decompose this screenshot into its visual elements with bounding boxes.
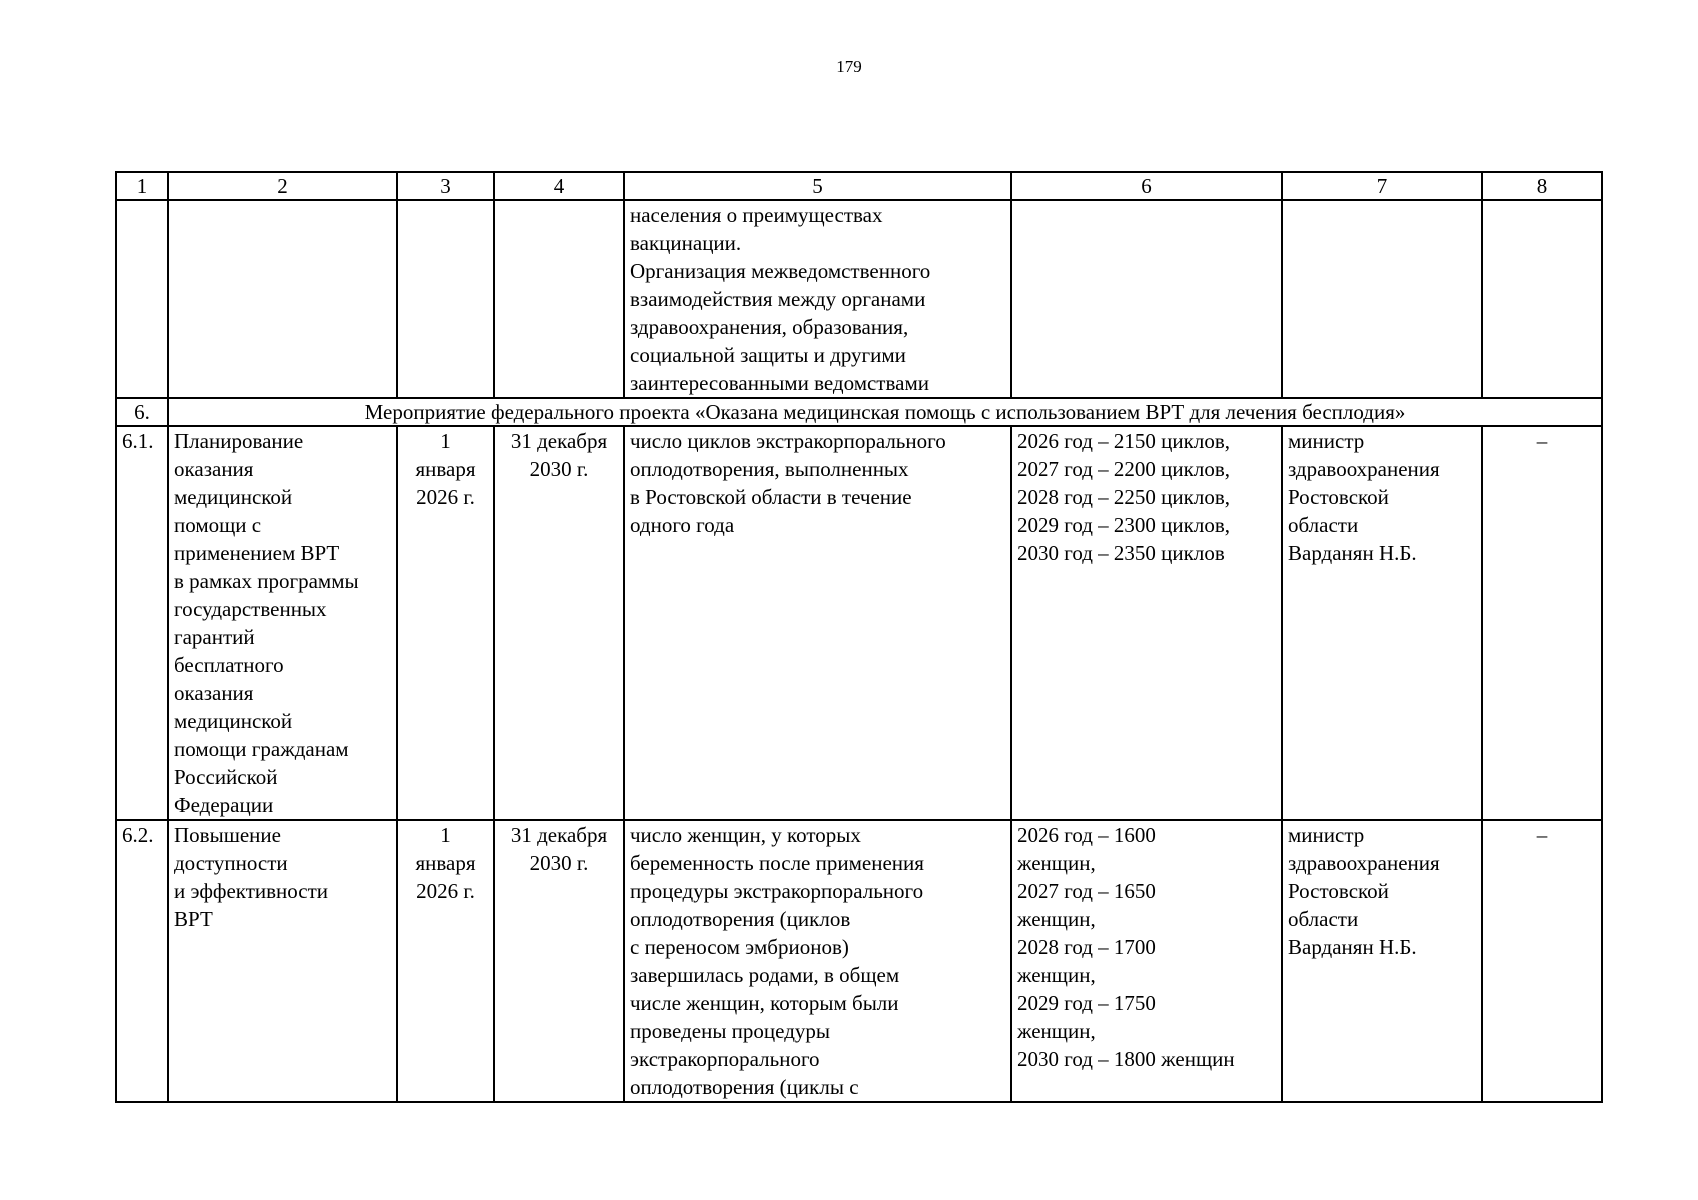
start-date: 1 января 2026 г. <box>397 426 494 820</box>
indicator-text: число циклов экстракорпорального оплодотворения, выполненных в Ростовской области в течение одного года <box>624 426 1011 820</box>
measures-table <box>115 171 1603 1103</box>
indicator-values: 2026 год – 2150 циклов, 2027 год – 2200 циклов, 2028 год – 2250 циклов, 2029 год – 2300 циклов, 2030 год – 2350 циклов <box>1011 426 1282 820</box>
end-date: 31 декабря 2030 г. <box>494 820 624 1102</box>
indicator-values: 2026 год – 1600 женщин, 2027 год – 1650 женщин, 2028 год – 1700 женщин, 2029 год – 1750 женщин, 2030 год – 1800 женщин <box>1011 820 1282 1102</box>
table-header-row <box>116 172 1602 200</box>
column-8-value: – <box>1482 820 1602 1102</box>
continuation-cell-1 <box>116 200 168 398</box>
continuation-cell-6 <box>1011 200 1282 398</box>
header-cell-8: 8 <box>1482 172 1602 200</box>
section-title: Мероприятие федерального проекта «Оказана медицинская помощь с использованием ВРТ для лечения бесплодия» <box>168 398 1602 426</box>
page-number: 179 <box>836 57 862 76</box>
header-cell-5: 5 <box>624 172 1011 200</box>
measure-name: Планирование оказания медицинской помощи с применением ВРТ в рамках программы государственных гарантий бесплатного оказания медицинской помощи гражданам Российской Федерации <box>168 426 397 820</box>
continuation-cell-8 <box>1482 200 1602 398</box>
continuation-cell-4 <box>494 200 624 398</box>
continuation-row <box>116 200 1602 398</box>
responsible-person: министр здравоохранения Ростовской области Варданян Н.Б. <box>1282 426 1482 820</box>
responsible-person: министр здравоохранения Ростовской области Варданян Н.Б. <box>1282 820 1482 1102</box>
end-date: 31 декабря 2030 г. <box>494 426 624 820</box>
header-cell-4: 4 <box>494 172 624 200</box>
continuation-cell-2 <box>168 200 397 398</box>
header-cell-3: 3 <box>397 172 494 200</box>
measure-name: Повышение доступности и эффективности ВРТ <box>168 820 397 1102</box>
table-row <box>116 426 1602 820</box>
header-cell-2: 2 <box>168 172 397 200</box>
row-number: 6.1. <box>116 426 168 820</box>
continuation-cell-7 <box>1282 200 1482 398</box>
header-cell-6: 6 <box>1011 172 1282 200</box>
header-cell-7: 7 <box>1282 172 1482 200</box>
indicator-text: число женщин, у которых беременность после применения процедуры экстракорпорального оплодотворения (циклов с переносом эмбрионов) завершилась родами, в общем числе женщин, которым были проведены процедуры экстракорпорального оплодотворения (циклы с <box>624 820 1011 1102</box>
section-number: 6. <box>116 398 168 426</box>
section-row <box>116 398 1602 426</box>
column-8-value: – <box>1482 426 1602 820</box>
header-cell-1: 1 <box>116 172 168 200</box>
row-number: 6.2. <box>116 820 168 1102</box>
start-date: 1 января 2026 г. <box>397 820 494 1102</box>
table-row <box>116 820 1602 1102</box>
continuation-indicator-text: населения о преимуществах вакцинации. Организация межведомственного взаимодействия между органами здравоохранения, образования, социальной защиты и другими заинтересованными ведомствами <box>624 200 1011 398</box>
continuation-cell-3 <box>397 200 494 398</box>
